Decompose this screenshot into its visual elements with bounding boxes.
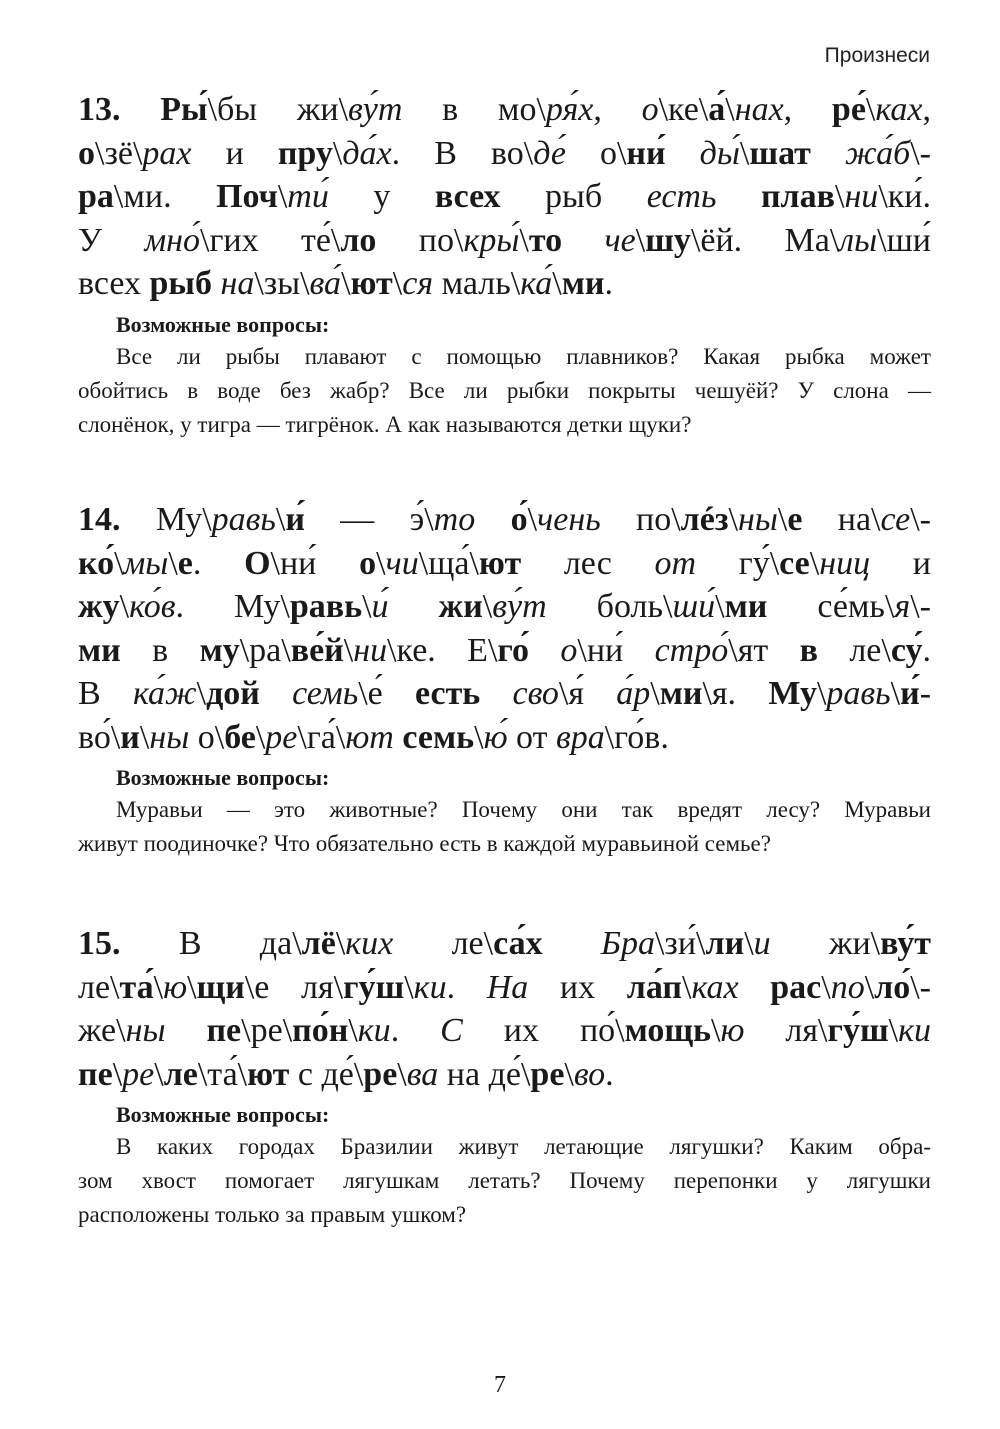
text-line: У мно́\гих те́\ло по\кры́\то че\шу\ёй. Ма\лы\ши́ [78, 221, 931, 259]
text-line: о\зё\рах и пру\да́х. В во\де́ о\ни́ ды́\шат жа́б\- [78, 134, 932, 172]
exercise-text [78, 922, 931, 1096]
question-line: обойтись в воде без жабр? Все ли рыбки покрыты чешуёй? У слона — [78, 377, 931, 403]
exercise-number: 15. [78, 925, 121, 962]
text-line: ле\та́\ю\щи\е ля\гу́ш\ки. На их ла́п\ках рас\по\ло́\- [78, 968, 931, 1006]
text-line: жу\ко́в. Му\равь\и́ жи\ву́т боль\ши́\ми се́мь\я\- [78, 588, 931, 625]
question-line: зом хвост помогает лягушкам летать? Почему перепонки у лягушки [78, 1168, 931, 1193]
exercise-number: 14. [78, 501, 121, 538]
text-line: В ка́ж\дой семь\е́ есть сво\я́ а́р\ми\я. Му\равь\и́- [78, 675, 932, 712]
exercise-13 [78, 88, 931, 442]
question-line: Все ли рыбы плавают с помощью плавников? Какая рыбка может [116, 343, 931, 369]
text-line: же\ны пе\ре\по́н\ки. С их по́\мощь\ю ля\гу́ш\ки [78, 1012, 932, 1049]
question-line: Муравьи — это животные? Почему они так вредят лесу? Муравьи [116, 797, 931, 822]
text-line: 14. Му\равь\и́ — э́\то о́\чень по\лéз\ны\е на\се\- [78, 501, 932, 538]
exercise-15 [78, 922, 931, 1232]
exercise-text [78, 498, 931, 759]
questions-title: Возможные вопросы: [116, 765, 330, 790]
questions-text [78, 340, 931, 442]
text-line: во́\и\ны о\бе\ре\га́\ют семь\ю́ от вра\го́в. [78, 718, 669, 756]
text-line: всех рыб на\зы\ва́\ют\ся маль\ка́\ми. [78, 265, 613, 302]
text-line: ра\ми. Поч\ти́ у всех рыб есть плав\ни\ки́. [78, 178, 931, 215]
questions-text [78, 1130, 931, 1232]
question-line: В каких городах Бразилии живут летающие лягушки? Каким обра- [116, 1134, 931, 1159]
question-line: слонёнок, у тигра — тигрёнок. А как называются детки щуки? [78, 411, 692, 437]
question-line: расположены только за правым ушком? [78, 1202, 467, 1227]
exercise-text [78, 88, 931, 306]
questions-title: Возможные вопросы: [116, 311, 330, 337]
question-line: живут поодиночке? Что обязательно есть в каждой муравьиной семье? [78, 831, 771, 856]
exercise-number: 13. [78, 91, 121, 128]
exercise-14 [78, 498, 931, 861]
questions-text [78, 793, 931, 861]
text-line: пе\ре\ле\та́\ют с де́\ре\ва на де́\ре\во. [78, 1055, 614, 1093]
text-line: ко́\мы\е. О\ни́ о\чи\ща́\ют лес от гу́\се\ниц и [78, 544, 931, 582]
text-line: 15. В да\лё\ких ле\са́х Бра\зи́\ли\и жи\ву́т [78, 925, 931, 962]
page-number: 7 [494, 1372, 506, 1398]
text-line: 13. Ры́\бы жи\ву́т в мо\ря́х, о\ке\а́\нах, ре́\ках, [78, 91, 932, 128]
text-line: ми в му\ра\ве́й\ни\ке. Е\го́ о\ни́ стро́\ят в ле\су́. [78, 631, 931, 669]
page-header: Произнеси [824, 44, 930, 67]
questions-title: Возможные вопросы: [116, 1102, 330, 1127]
